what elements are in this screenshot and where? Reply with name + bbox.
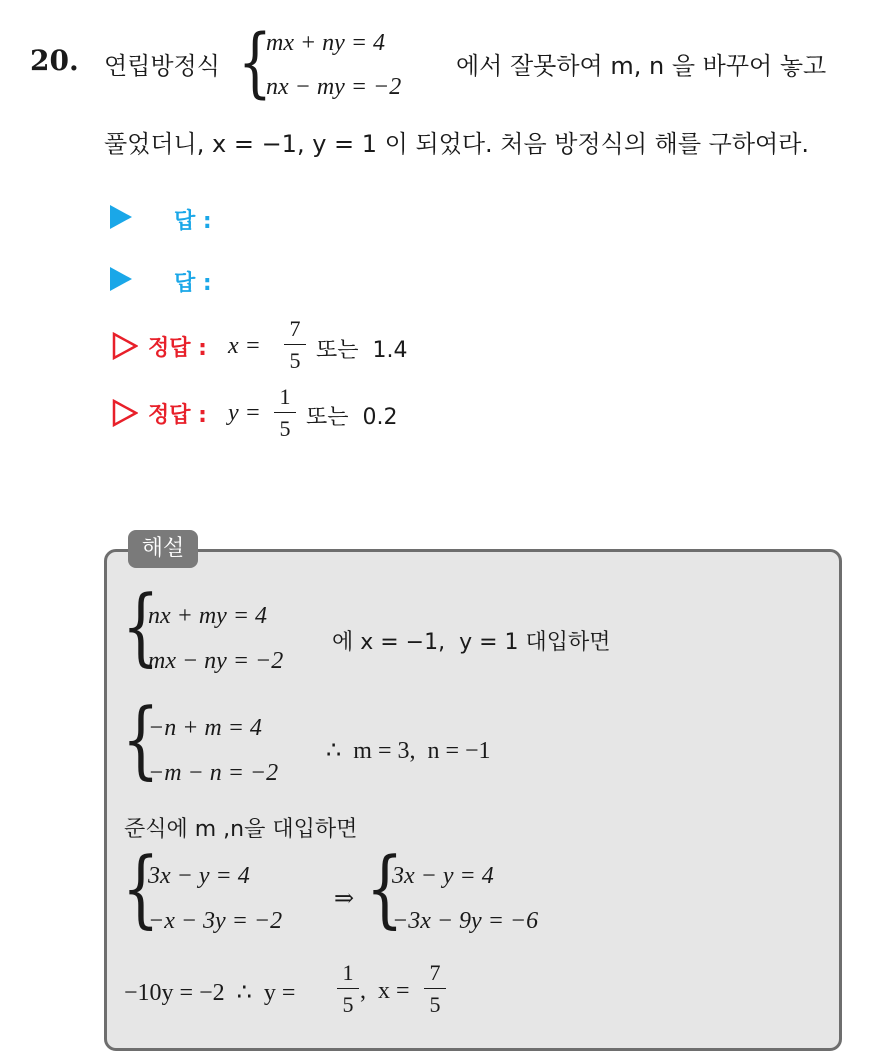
correct-2-lhs: y = bbox=[228, 400, 261, 426]
sys3a-brace: { bbox=[122, 839, 160, 937]
sys2-eq2: −m − n = −2 bbox=[148, 760, 279, 786]
correct-label-2: 정답 : bbox=[148, 403, 207, 428]
sys3b-brace: { bbox=[366, 839, 404, 937]
final-y-num: 1 bbox=[342, 960, 354, 985]
correct-1-lhs: x = bbox=[228, 333, 261, 359]
correct-2-num: 1 bbox=[279, 384, 291, 409]
correct-1-num: 7 bbox=[289, 316, 301, 341]
sys3b-eq2: −3x − 9y = −6 bbox=[392, 908, 539, 934]
solution-tab: 해설 bbox=[128, 530, 198, 568]
correct-2-den: 5 bbox=[279, 416, 291, 441]
outline-triangle-icon bbox=[112, 332, 138, 360]
answer-label-2: 답 : bbox=[174, 271, 212, 296]
sys3b-eq1: 3x − y = 4 bbox=[392, 863, 494, 889]
implies-arrow: ⇒ bbox=[334, 886, 355, 912]
final-y-den: 5 bbox=[342, 992, 354, 1017]
sys2-eq1: −n + m = 4 bbox=[148, 715, 262, 741]
final-y-fraction bbox=[337, 962, 359, 1016]
correct-1-tail: 또는 1.4 bbox=[316, 338, 408, 363]
problem-system-brace: { bbox=[238, 17, 272, 106]
correct-2-tail: 또는 0.2 bbox=[306, 405, 398, 430]
problem-lead: 연립방정식 bbox=[104, 52, 220, 80]
correct-1-den: 5 bbox=[289, 348, 301, 373]
sys1-eq1: nx + my = 4 bbox=[148, 603, 268, 629]
problem-line2: 풀었더니, x = −1, y = 1 이 되었다. 처음 방정식의 해를 구하여라. bbox=[104, 130, 810, 158]
sys1-brace: { bbox=[122, 577, 160, 675]
substitute-line: 준식에 m ,n을 대입하면 bbox=[124, 817, 358, 842]
answer-row-2 bbox=[110, 267, 132, 293]
final-x-den: 5 bbox=[429, 992, 441, 1017]
sys1-eq2: mx − ny = −2 bbox=[148, 648, 284, 674]
final-prefix: −10y = −2 ∴ y = bbox=[124, 980, 296, 1006]
sys3a-eq1: 3x − y = 4 bbox=[148, 863, 250, 889]
answer-label-1: 답 : bbox=[174, 209, 212, 234]
problem-system-eq2: nx − my = −2 bbox=[266, 74, 402, 100]
problem-line1-tail: 에서 잘못하여 m, n 을 바꾸어 놓고 bbox=[456, 52, 827, 80]
sys1-note: 에 x = −1, y = 1 대입하면 bbox=[332, 630, 611, 655]
play-arrow-icon bbox=[110, 205, 132, 229]
correct-2-fraction bbox=[274, 386, 296, 440]
correct-label-1: 정답 : bbox=[148, 336, 207, 361]
sys3a-eq2: −x − 3y = −2 bbox=[148, 908, 283, 934]
correct-1-fraction bbox=[284, 318, 306, 372]
outline-triangle-icon bbox=[112, 399, 138, 427]
answer-row-1 bbox=[110, 205, 132, 231]
problem-number: 20. bbox=[30, 44, 79, 77]
play-arrow-icon bbox=[110, 267, 132, 291]
sys2-brace: { bbox=[122, 690, 160, 788]
sys2-note: ∴ m = 3, n = −1 bbox=[326, 738, 491, 764]
final-x-num: 7 bbox=[429, 960, 441, 985]
final-mid: , x = bbox=[360, 978, 410, 1004]
problem-system-eq1: mx + ny = 4 bbox=[266, 30, 386, 56]
final-x-fraction bbox=[424, 962, 446, 1016]
